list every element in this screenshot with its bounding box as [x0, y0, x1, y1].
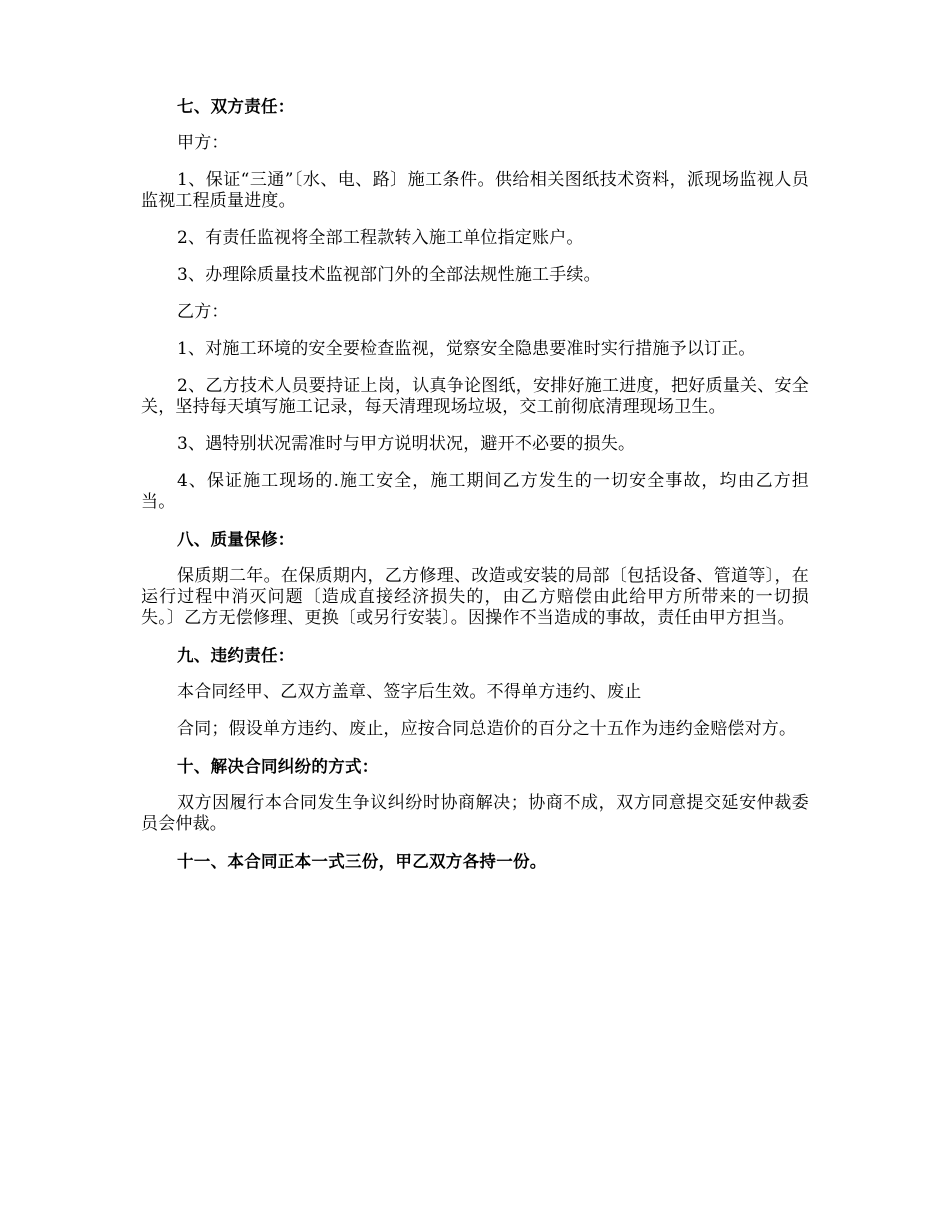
party-b-item-2: 2、乙方技术人员要持证上岗，认真争论图纸，安排好施工进度，把好质量关、安全关，坚持每天填写施工记录，每天清理现场垃圾，交工前彻底清理现场卫生。 — [141, 376, 809, 417]
party-a-item-2: 2、有责任监视将全部工程款转入施工单位指定账户。 — [177, 228, 584, 248]
party-a-item-1: 1、保证“三通”〔水、电、路〕施工条件。供给相关图纸技术资料，派现场监视人员监视工程质量进度。 — [141, 170, 809, 211]
party-b-item-4: 4、保证施工现场的.施工安全，施工期间乙方发生的一切安全事故，均由乙方担当。 — [141, 471, 809, 512]
warranty-paragraph: 保质期二年。在保质期内，乙方修理、改造或安装的局部〔包括设备、管道等〕，在运行过程中消灭问题〔造成直接经济损失的，由乙方赔偿由此给甲方所带来的一切损失。〕乙方无偿修理、更换〔或另行安装〕。因操作不当造成的事故，责任由甲方担当。 — [141, 566, 809, 628]
section-heading-breach: 九、违约责任： — [177, 646, 295, 665]
disputes-paragraph: 双方因履行本合同发生争议纠纷时协商解决；协商不成，双方同意提交延安仲裁委员会仲裁。 — [141, 793, 809, 834]
section-heading-disputes: 十、解决合同纠纷的方式： — [177, 757, 379, 776]
party-a-label: 甲方： — [177, 133, 229, 153]
document-body — [141, 96, 809, 888]
breach-paragraph-2: 合同；假设单方违约、废止，应按合同总造价的百分之十五作为违约金赔偿对方。 — [177, 719, 797, 739]
party-b-item-3: 3、遇特别状况需准时与甲方说明状况，避开不必要的损失。 — [177, 434, 636, 454]
party-b-label: 乙方： — [177, 302, 229, 322]
breach-paragraph-1: 本合同经甲、乙双方盖章、签字后生效。不得单方违约、废止 — [177, 682, 642, 702]
section-heading-copies: 十一、本合同正本一式三份，甲乙双方各持一份。 — [177, 852, 547, 871]
party-a-item-3: 3、办理除质量技术监视部门外的全部法规性施工手续。 — [177, 265, 601, 285]
section-heading-responsibilities: 七、双方责任： — [177, 97, 295, 116]
party-b-item-1: 1、对施工环境的安全要检查监视，觉察安全隐患要准时实行措施予以订正。 — [177, 339, 756, 359]
section-heading-warranty: 八、质量保修： — [177, 530, 295, 549]
